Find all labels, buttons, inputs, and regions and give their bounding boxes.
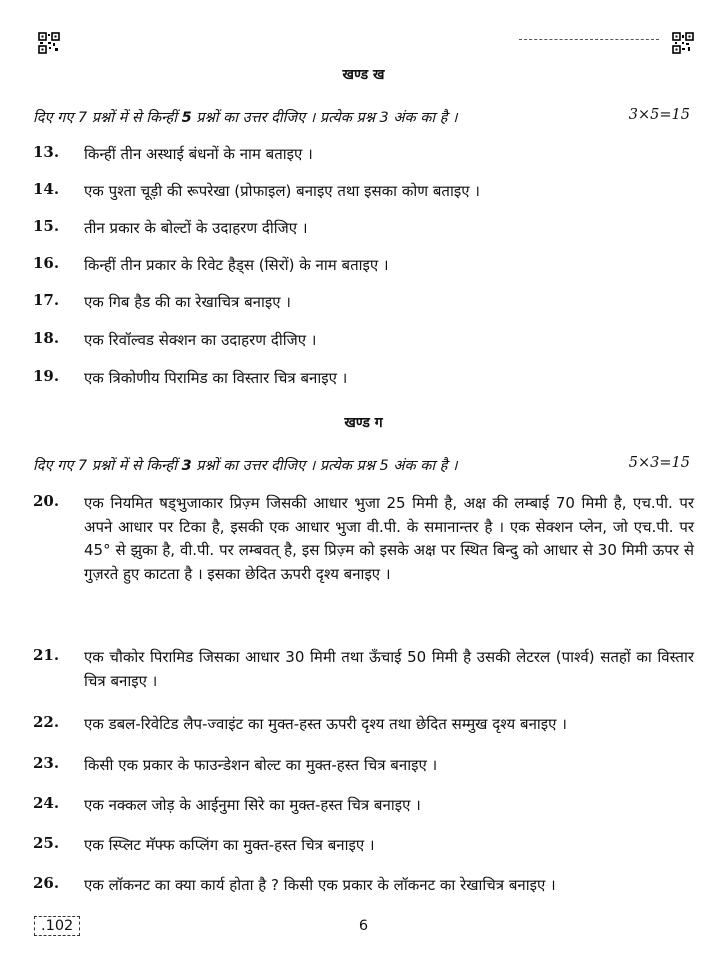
qr-code-icon bbox=[672, 32, 694, 54]
question-number: 13. bbox=[33, 143, 60, 161]
question-text: एक त्रिकोणीय पिरामिड का विस्तार चित्र बनाइए । bbox=[84, 369, 348, 387]
paper-code: .102 bbox=[34, 916, 80, 936]
question-text: किसी एक प्रकार के फाउन्डेशन बोल्ट का मुक्त-हस्त चित्र बनाइए । bbox=[84, 756, 438, 774]
question-text: एक नक्कल जोड़ के आईनुमा सिरे का मुक्त-हस्त चित्र बनाइए । bbox=[84, 796, 421, 814]
section-b-instruction: दिए गए 7 प्रश्नों में से किन्हीं 5 प्रश्नों का उत्तर दीजिए । प्रत्येक प्रश्न 3 अंक का है । bbox=[33, 110, 458, 126]
question-text: एक रिवॉल्वड सेक्शन का उदाहरण दीजिए । bbox=[84, 331, 317, 349]
section-c-title: खण्ड ग bbox=[344, 415, 383, 431]
question-number: 17. bbox=[33, 291, 60, 309]
question-text: तीन प्रकार के बोल्टों के उदाहरण दीजिए । bbox=[84, 219, 308, 237]
question-number: 22. bbox=[33, 713, 60, 731]
question-text: एक डबल-रिवेटिड लैप-ज्वाइंट का मुक्त-हस्त ऊपरी दृश्य तथा छेदित सम्मुख दृश्य बनाइए । bbox=[84, 715, 567, 733]
question-number: 23. bbox=[33, 754, 60, 772]
question-number: 16. bbox=[33, 254, 60, 272]
question-text: किन्हीं तीन प्रकार के रिवेट हैड्स (सिरों) के नाम बताइए । bbox=[84, 256, 389, 274]
question-number: 15. bbox=[33, 217, 60, 235]
question-number: 19. bbox=[33, 367, 60, 385]
question-text: किन्हीं तीन अस्थाई बंधनों के नाम बताइए । bbox=[84, 145, 313, 163]
question-number: 26. bbox=[33, 874, 60, 892]
page-number: 6 bbox=[358, 918, 369, 934]
section-c-marks: 5×3=15 bbox=[628, 455, 690, 471]
header-rule bbox=[519, 39, 659, 40]
question-text: एक चौकोर पिरामिड जिसका आधार 30 मिमी तथा ऊँचाई 50 मिमी है उसकी लेटरल (पार्श्व) सतहों का विस्तार चित्र बनाइए । bbox=[84, 648, 694, 690]
question-text: एक नियमित षड्भुजाकार प्रिज़्म जिसकी आधार भुजा 25 मिमी है, अक्ष की लम्बाई 70 मिमी है, एच.पी. पर अपने आधार पर टिका है, इसकी एक आधार भुजा वी.पी. के समानान्तर है । एक सेक्शन प्लेन, जो एच.पी. पर 45° से झुका है, वी.पी. पर लम्बवत् है, इस प्रिज़्म को इसके अक्ष पर स्थित बिन्दु को आधार से 30 मिमी ऊपर से गुज़रते हुए काटता है । इसका छेदित ऊपरी दृश्य बनाइए । bbox=[84, 494, 694, 583]
qr-code-icon bbox=[38, 32, 60, 54]
question-text: एक गिब हैड की का रेखाचित्र बनाइए । bbox=[84, 293, 291, 311]
section-c-instruction: दिए गए 7 प्रश्नों में से किन्हीं 3 प्रश्नों का उत्तर दीजिए । प्रत्येक प्रश्न 5 अंक का है । bbox=[33, 458, 458, 474]
question-number: 18. bbox=[33, 329, 60, 347]
question-text: एक स्प्लिट मॅफ्फ कप्लिंग का मुक्त-हस्त चित्र बनाइए । bbox=[84, 836, 375, 854]
question-text: एक लॉकनट का क्या कार्य होता है ? किसी एक प्रकार के लॉकनट का रेखाचित्र बनाइए । bbox=[84, 876, 556, 894]
section-b-title: खण्ड ख bbox=[342, 67, 385, 83]
question-number: 25. bbox=[33, 834, 60, 852]
question-number: 14. bbox=[33, 180, 60, 198]
question-number: 24. bbox=[33, 794, 60, 812]
section-b-marks: 3×5=15 bbox=[628, 107, 690, 123]
question-number: 20. bbox=[33, 492, 60, 510]
question-text: एक पुश्ता चूड़ी की रूपरेखा (प्रोफाइल) बनाइए तथा इसका कोण बताइए । bbox=[84, 182, 480, 200]
question-number: 21. bbox=[33, 646, 60, 664]
